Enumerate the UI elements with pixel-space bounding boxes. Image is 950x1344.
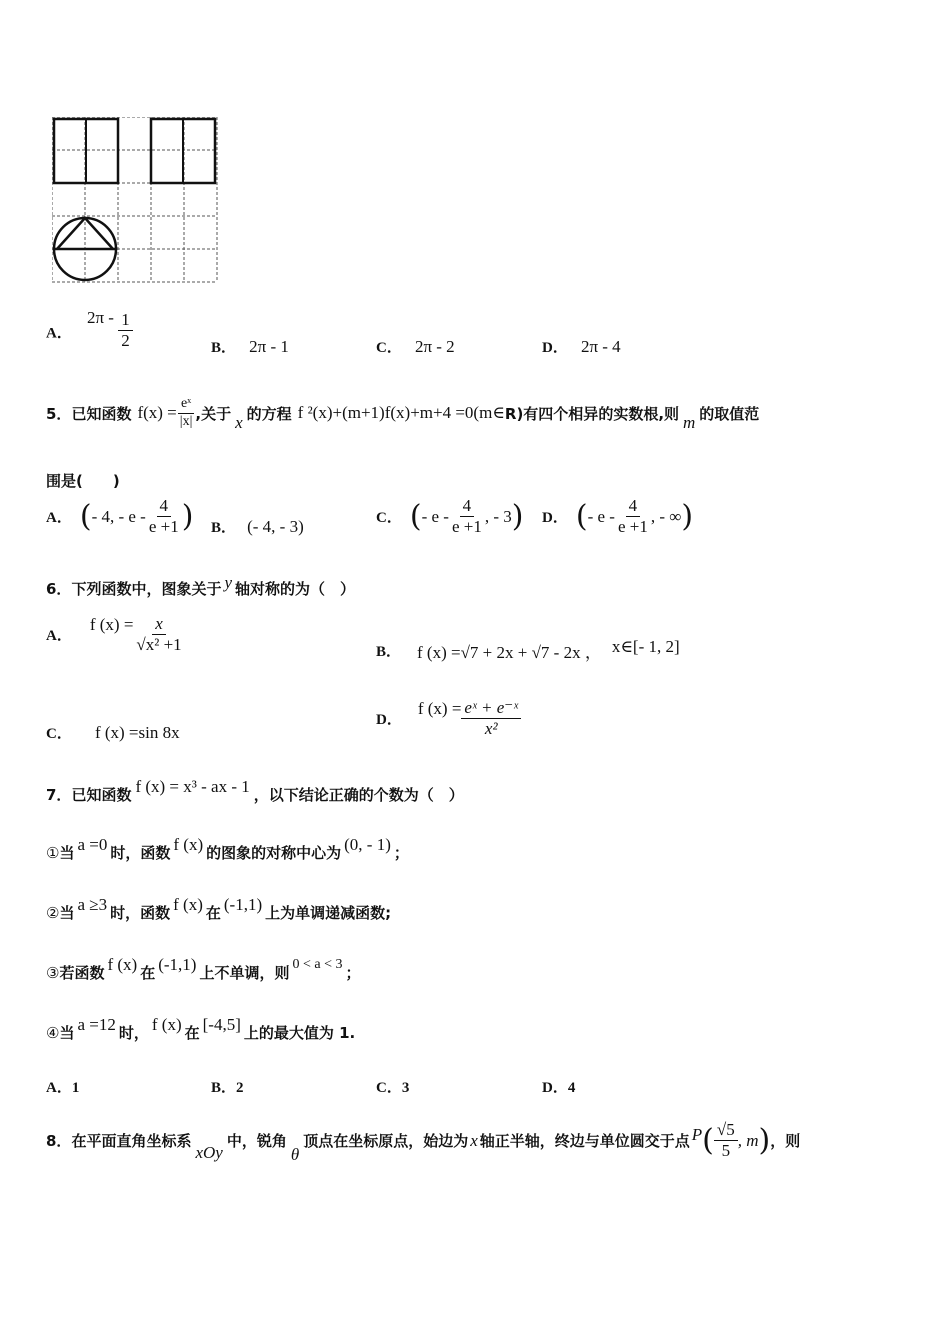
q6-option-a[interactable]: A． f (x) = $\frac{x}{\text{√x² +1}}$: [46, 614, 182, 655]
q7-statement-3: ③ 若函数 f (x) 在 (-1,1) 上不单调，则 0 < a < 3 ；: [46, 954, 361, 982]
q4-option-b[interactable]: B． 2π - 1: [211, 337, 289, 356]
q5-option-c[interactable]: C． ( - e - $\frac{4}{e +1}$ , - 3 ): [376, 496, 524, 537]
q5-option-b[interactable]: B． (- 4, - 3): [211, 517, 304, 536]
question-8-stem: 8． 在平面直角坐标系 xOy 中，锐角 θ 顶点在坐标原点，始边为 x 轴正半轴，终边与单位圆交于点 P ( $\frac{√5}{5}$ , m ) ，则: [46, 1120, 801, 1164]
q6-option-c[interactable]: C． f (x) =sin 8x: [46, 723, 180, 742]
q6-option-d[interactable]: D． f (x) = $\frac{\text{eˣ + e⁻ˣ}}{\text{x²}}$: [376, 698, 521, 740]
q7-option-d[interactable]: D．4: [542, 1080, 576, 1096]
q7-option-a[interactable]: A．1: [46, 1080, 80, 1096]
q7-statement-4: ④ 当 a =12 时， f (x) 在 [-4,5] 上的最大值为 1.: [46, 1014, 356, 1042]
q4-option-d[interactable]: D． 2π - 4: [542, 337, 621, 356]
three-view-figure: [52, 117, 222, 291]
question-5-stem: 5． 已知函数 f(x) = $\frac{\text{eˣ}}{|x|}$ ,关于 x 的方程 f ²(x)+(m+1)f(x)+m+4 =0(m∈ R)有四个相异的实数根,则 m 的取值范: [46, 396, 760, 433]
q7-statement-2: ② 当 a ≥3 时，函数 f (x) 在 (-1,1) 上为单调递减函数;: [46, 894, 392, 922]
q5-option-a[interactable]: A． ( - 4, - e - $\frac{4}{e +1}$ ): [46, 496, 194, 537]
q7-option-c[interactable]: C．3: [376, 1080, 410, 1096]
question-6-stem: 6． 下列函数中，图象关于 y 轴对称的为（ ）: [46, 572, 356, 598]
q5-option-d[interactable]: D． ( - e - $\frac{4}{e +1}$ , - ∞ ): [542, 496, 694, 537]
q4-option-a[interactable]: A． 2π - $\frac{1}{2}$: [46, 312, 133, 354]
question-5-stem-line2: 围是( ): [46, 472, 120, 490]
q7-option-b[interactable]: B．2: [211, 1080, 244, 1096]
question-7-stem: 7． 已知函数 f (x) = x³ - ax - 1 ，以下结论正确的个数为（ ）: [46, 776, 464, 804]
q4-option-c[interactable]: C． 2π - 2: [376, 337, 455, 356]
q7-statement-1: ① 当 a =0 时，函数 f (x) 的图象的对称中心为 (0, - 1) ；: [46, 834, 409, 862]
q6-option-b[interactable]: B． f (x) =√7 + 2x + √7 - 2x ， x∈[- 1, 2]: [376, 636, 680, 662]
